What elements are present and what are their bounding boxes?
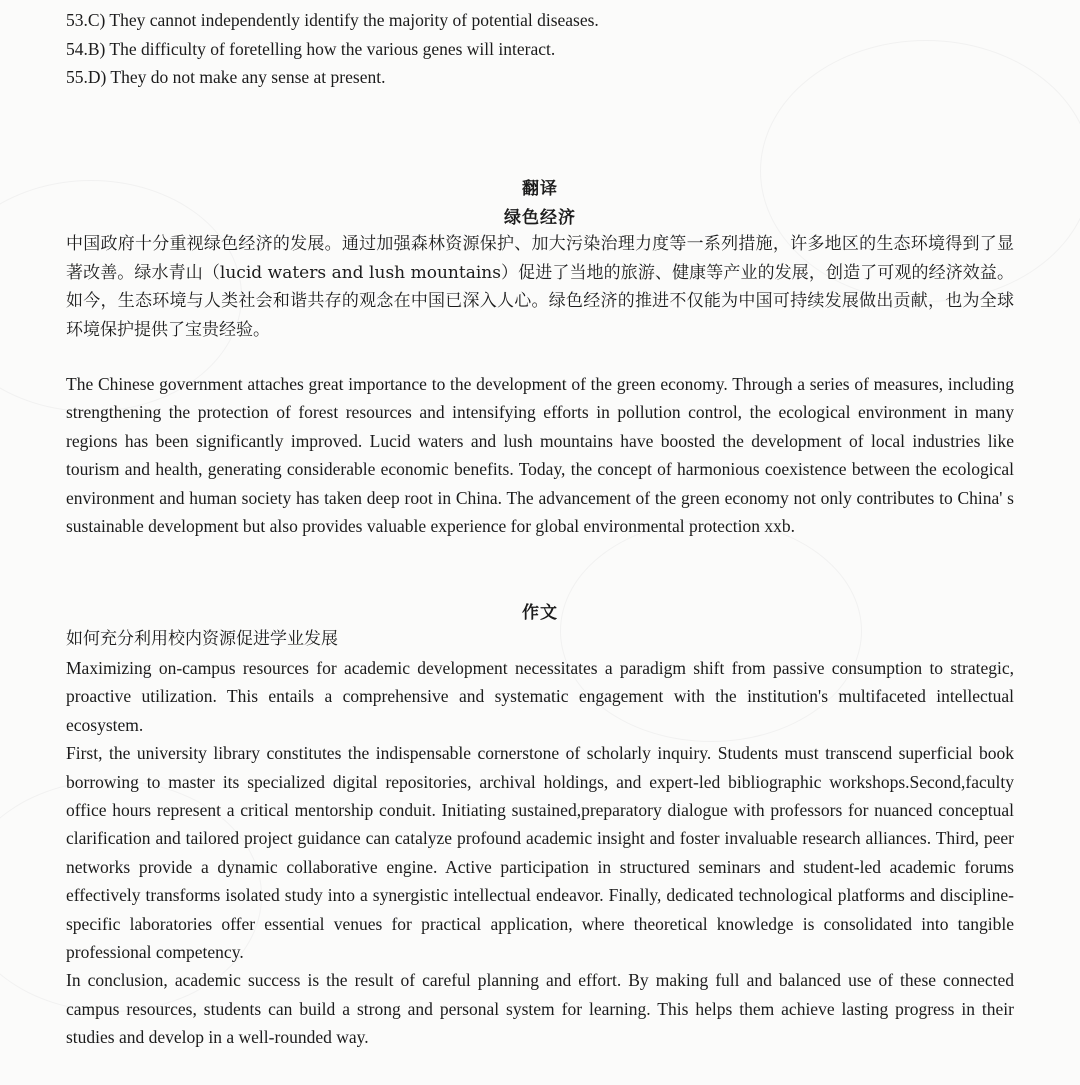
english-translation: The Chinese government attaches great importance to the development of the green economy. Through a series of measures, including strengthening the protection of forest resources and intensifying efforts in pollution control, the ecological environment in many regions has been significantly improved. Lucid waters and lush mountains have boosted the development of local industries like tourism and health, generating considerable economic benefits. Today, the concept of harmonious coexistence between the ecological environment and human society has taken deep root in China. The advancement of the green economy not only contributes to China' s sustainable development but also provides valuable experience for global environmental protection xxb.	[66, 374, 1014, 537]
chinese-passage: 中国政府十分重视绿色经济的发展。通过加强森林资源保护、加大污染治理力度等一系列措施，许多地区的生态环境得到了显著改善。绿水青山（lucid waters and lush mountains）促进了当地的旅游、健康等产业的发展，创造了可观的经济效益。如今，生态环境与人类社会和谐共存的观念在中国已深入人心。绿色经济的推进不仅能为中国可持续发展做出贡献，也为全球环境保护提供了宝贵经验。	[66, 234, 1014, 340]
answer-line: 53.C) They cannot independently identify the majority of potential diseases.	[66, 10, 599, 30]
essay-body	[66, 654, 1014, 1052]
essay-paragraph: Maximizing on-campus resources for academic development necessitates a paradigm shift from passive consumption to strategic, proactive utilization. This entails a comprehensive and systematic engagement with the institution's multifaceted intellectual ecosystem.	[66, 658, 1014, 735]
essay-title: 如何充分利用校内资源促进学业发展	[66, 629, 338, 649]
essay-paragraph: First, the university library constitutes the indispensable cornerstone of scholarly inquiry. Students must transcend superficial book borrowing to master its specialized digital repositories, archival holdings, and expert-led bibliographic workshops.Second,faculty office hours represent a critical mentorship conduit. Initiating sustained,preparatory dialogue with professors for nuanced conceptual clarification and tailored project guidance can catalyze profound academic insight and foster invaluable research alliances. Third, peer networks provide a dynamic collaborative engine. Active participation in structured seminars and student-led academic forums effectively transforms isolated study into a synergistic intellectual endeavor. Finally, dedicated technological platforms and discipline-specific laboratories offer essential venues for practical application, where theoretical knowledge is consolidated into tangible professional competency.	[66, 743, 1014, 963]
answer-line: 54.B) The difficulty of foretelling how the various genes will interact.	[66, 38, 556, 59]
essay-section-heading: 作文	[522, 603, 558, 622]
answer-line: 55.D) They do not make any sense at present.	[66, 67, 386, 87]
translation-section-heading: 翻译	[522, 179, 558, 198]
translation-title: 绿色经济	[504, 208, 576, 227]
essay-paragraph: In conclusion, academic success is the result of careful planning and effort. By making full and balanced use of these connected campus resources, students can build a strong and personal system for learning. This helps them achieve lasting progress in their studies and develop in a well-rounded way.	[66, 970, 1014, 1048]
answer-list	[66, 6, 1016, 92]
